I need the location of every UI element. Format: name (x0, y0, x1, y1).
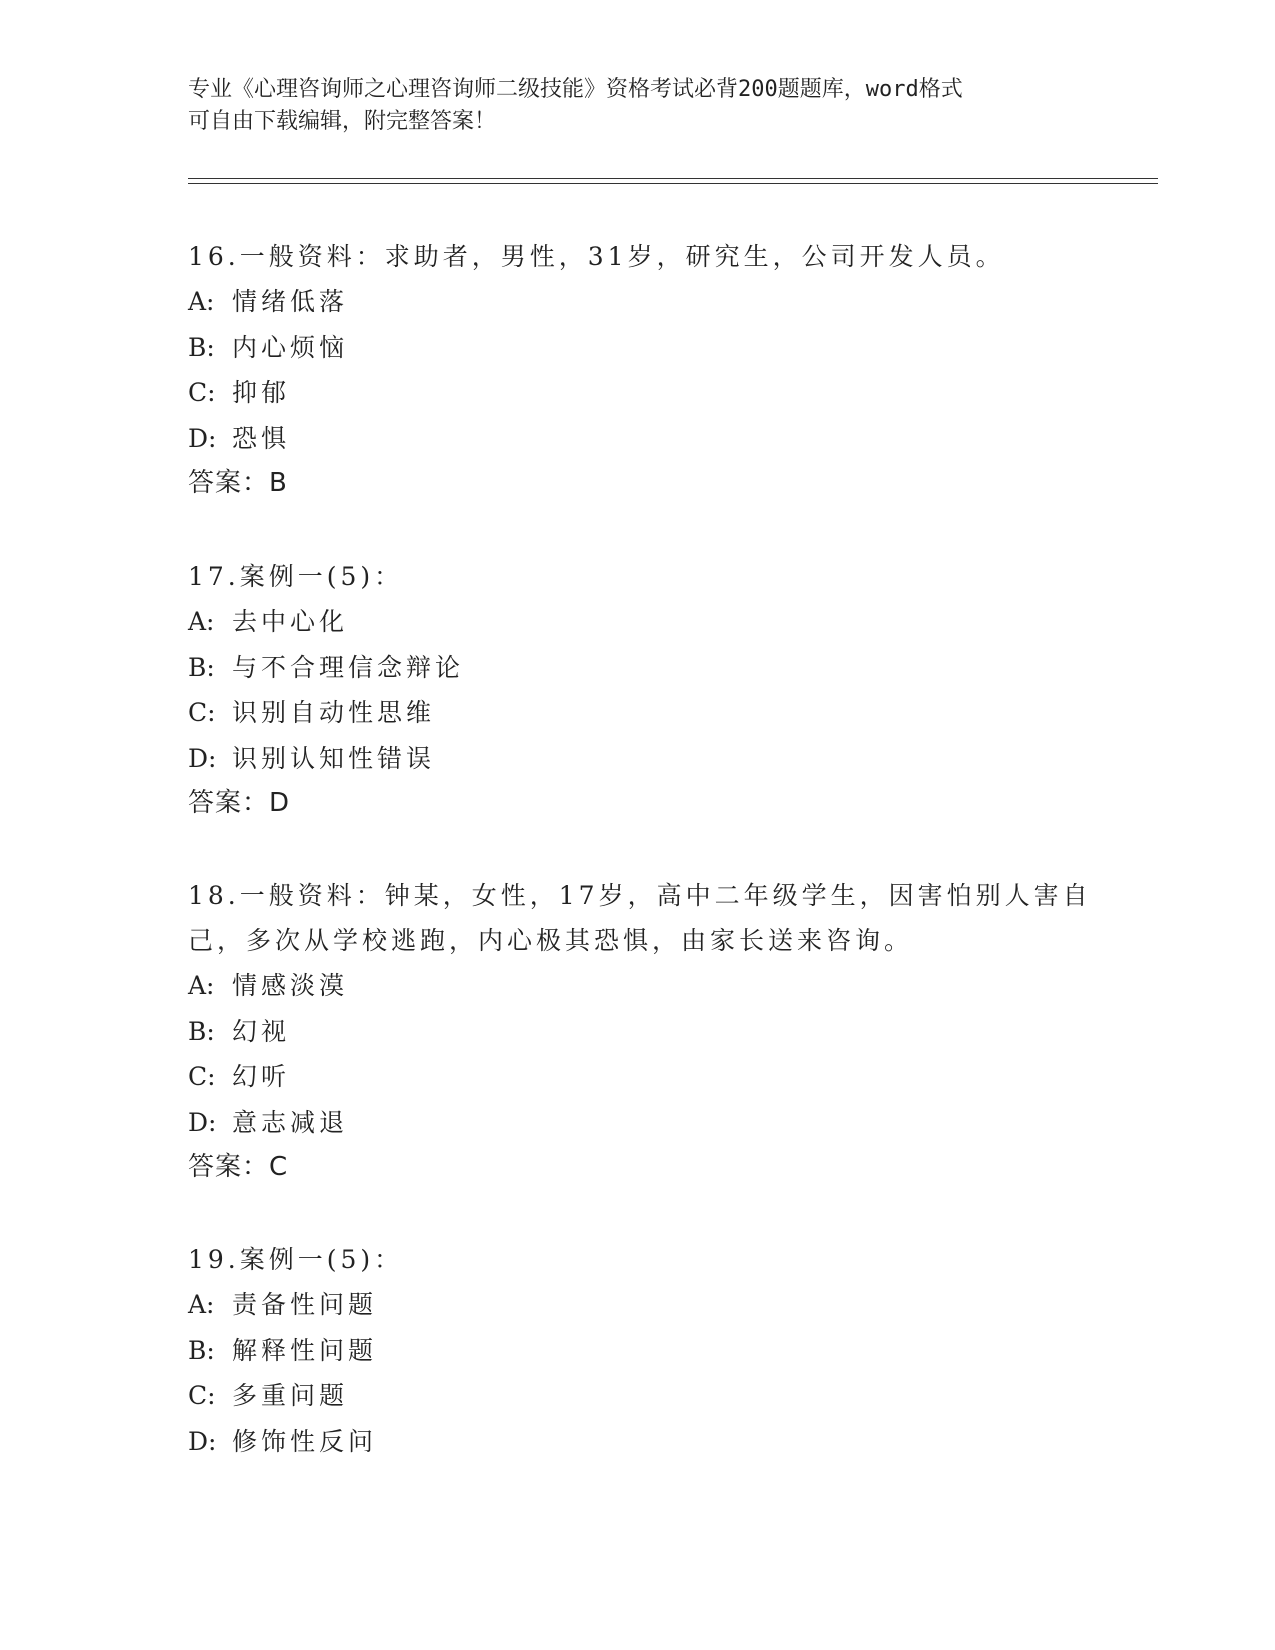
option-letter: A: (188, 1290, 215, 1319)
option-letter: B: (188, 1016, 215, 1046)
option-letter: A: (188, 971, 215, 1000)
option-b (188, 1009, 1088, 1055)
option-c (188, 1373, 1088, 1419)
answer-line: 答案：C (188, 1152, 289, 1182)
option-c (188, 690, 1088, 736)
option-text: 幻听 (232, 1062, 291, 1091)
option-text: 识别认知性错误 (232, 743, 436, 773)
header-line-2: 可自由下载编辑，附完整答案！ (188, 109, 497, 134)
question-title: 17.案例一(5)： (188, 562, 404, 591)
option-text: 与不合理信念辩论 (232, 652, 465, 682)
option-letter: D: (188, 743, 217, 773)
option-d (188, 736, 1088, 782)
option-letter: B: (188, 1335, 215, 1365)
option-a (188, 1282, 1088, 1328)
option-a (188, 279, 1088, 325)
header-divider-bottom (188, 183, 1158, 184)
option-a (188, 599, 1088, 645)
option-text: 多重问题 (232, 1381, 349, 1410)
option-b (188, 1328, 1088, 1374)
option-text: 情感淡漠 (232, 971, 349, 1000)
option-letter: B: (188, 652, 215, 682)
question-title: 18.一般资料：钟某，女性，17岁，高中二年级学生，因害怕别人害自 (188, 881, 1092, 910)
question-title: 16.一般资料：求助者，男性，31岁，研究生，公司开发人员。 (188, 242, 1005, 271)
option-text: 情绪低落 (232, 287, 349, 316)
question-title: 19.案例一(5)： (188, 1245, 404, 1274)
option-text: 去中心化 (232, 607, 349, 636)
option-c (188, 1054, 1088, 1100)
option-letter: C: (188, 1062, 216, 1091)
question-19 (188, 1237, 1088, 1464)
option-letter: D: (188, 1107, 217, 1137)
option-a (188, 963, 1088, 1009)
answer-line: 答案：D (188, 788, 291, 818)
header-line-1: 专业《心理咨询师之心理咨询师二级技能》资格考试必背200题题库，word格式 (188, 77, 963, 102)
option-d (188, 416, 1088, 462)
option-d (188, 1100, 1088, 1146)
answer-line: 答案：B (188, 468, 288, 498)
option-b (188, 325, 1088, 371)
document-header (188, 74, 1088, 138)
question-18 (188, 873, 1092, 1190)
option-text: 抑郁 (232, 378, 291, 407)
option-letter: A: (188, 287, 215, 316)
option-text: 内心烦恼 (232, 332, 349, 362)
question-16 (188, 234, 1088, 506)
option-text: 恐惧 (232, 423, 291, 453)
option-text: 修饰性反问 (232, 1426, 378, 1456)
option-letter: D: (188, 423, 217, 453)
option-text: 幻视 (232, 1016, 291, 1046)
option-letter: A: (188, 607, 215, 636)
question-title-continued: 己，多次从学校逃跑，内心极其恐惧，由家长送来咨询。 (188, 926, 914, 955)
header-divider-top (188, 178, 1158, 179)
option-letter: D: (188, 1426, 217, 1456)
option-text: 识别自动性思维 (232, 698, 436, 727)
option-letter: C: (188, 698, 216, 727)
option-letter: C: (188, 1381, 216, 1410)
option-letter: C: (188, 378, 216, 407)
option-text: 意志减退 (232, 1107, 349, 1137)
option-b (188, 645, 1088, 691)
question-17 (188, 554, 1088, 826)
option-c (188, 370, 1088, 416)
option-letter: B: (188, 332, 215, 362)
option-d (188, 1419, 1088, 1465)
option-text: 解释性问题 (232, 1335, 378, 1365)
option-text: 责备性问题 (232, 1290, 378, 1319)
